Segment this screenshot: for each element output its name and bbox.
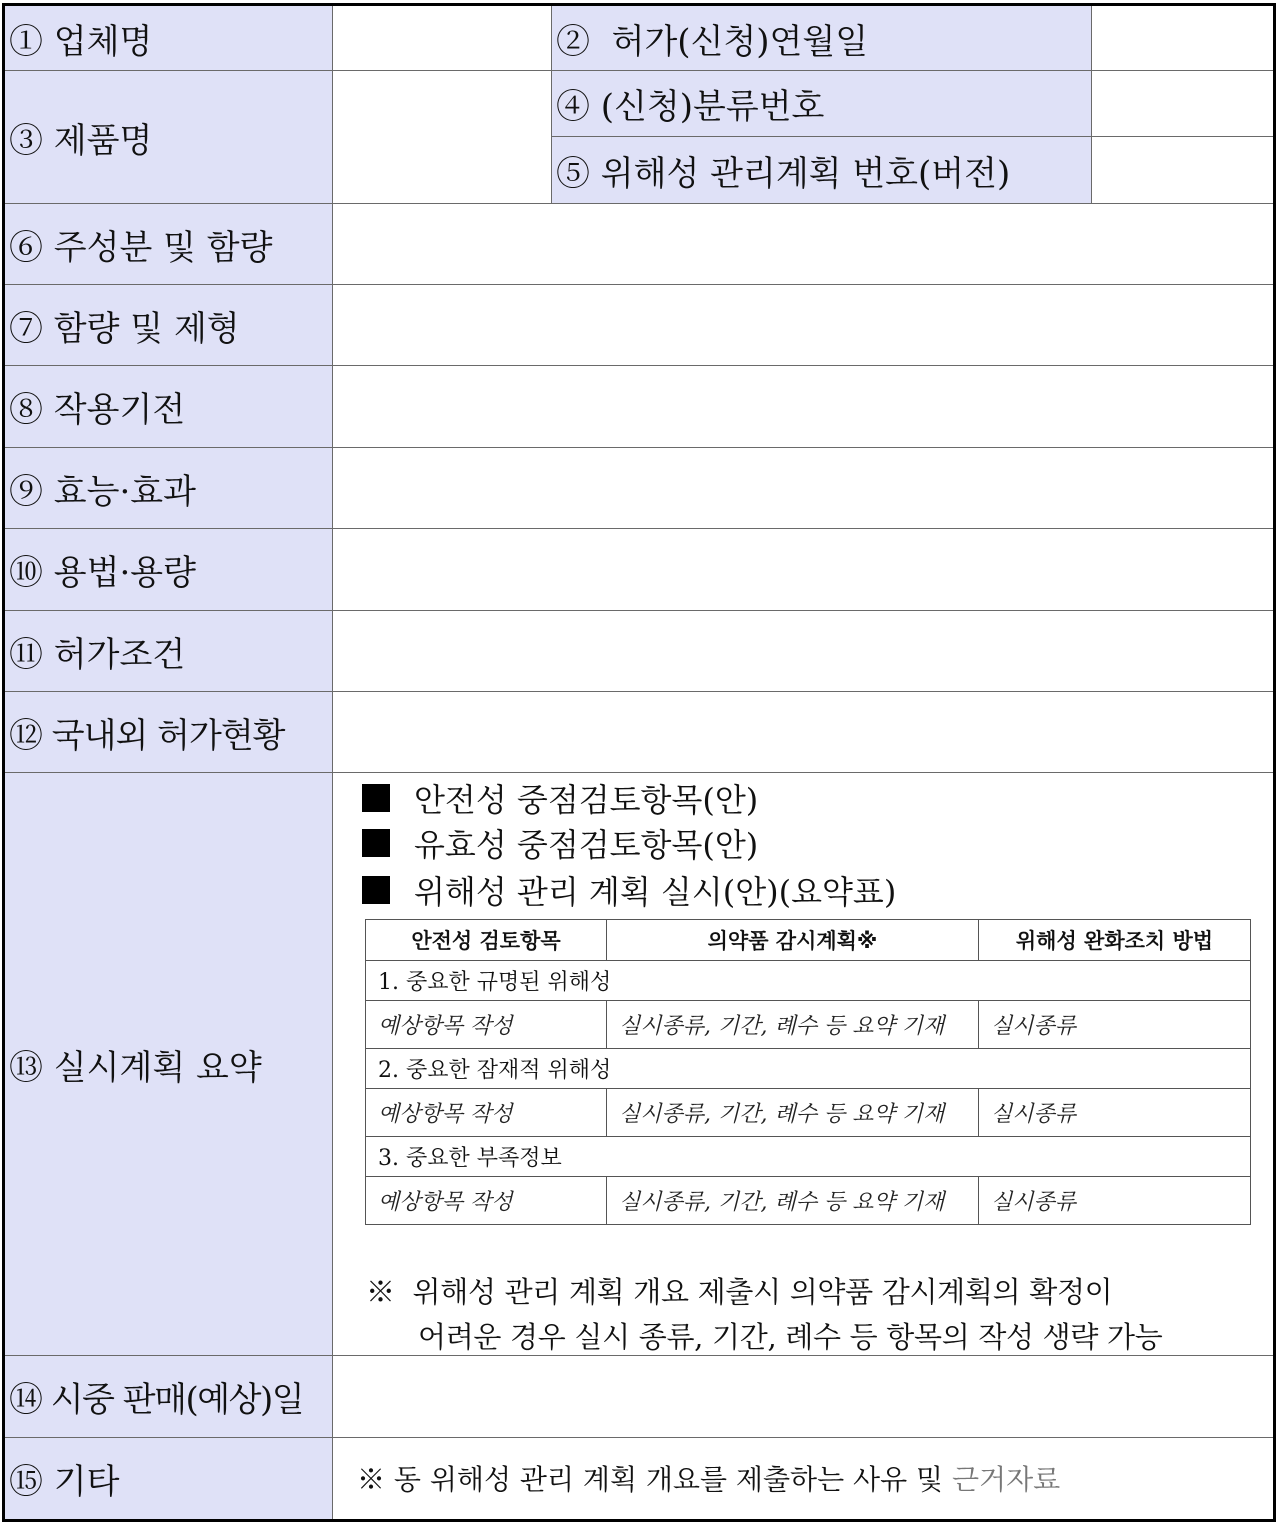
summary-table [365, 919, 1251, 1225]
table-section-row [366, 961, 1251, 1001]
square-bullet-icon [362, 876, 390, 904]
label-mechanism [5, 366, 332, 447]
summary-bullet [362, 775, 758, 821]
grid-line [5, 528, 1273, 529]
table-header-row [366, 920, 1251, 961]
summary-note-line1: ※ 위해성 관리 계획 개요 제출시 의약품 감시계획의 확정이 [366, 1275, 1113, 1309]
label-company [5, 6, 332, 70]
label-summary-text: ⑬ 실시계획 요약 [9, 1047, 262, 1088]
table-section-row [366, 1049, 1251, 1089]
other-field[interactable] [333, 1438, 1273, 1519]
label-conditions-text: ⑪ 허가조건 [9, 634, 186, 675]
label-approval-date [552, 6, 1091, 70]
table-cell[interactable]: 실시종류 [979, 1089, 1251, 1137]
grid-line [5, 284, 1273, 285]
class-no-field[interactable] [1092, 71, 1273, 136]
status-field[interactable] [333, 692, 1273, 772]
label-class-no [552, 71, 1091, 136]
other-note-main: ※ 동 위해성 관리 계획 개요를 제출하는 사유 및 [357, 1463, 952, 1496]
summary-bullet-text: 안전성 중점검토항목(안) [414, 781, 759, 819]
summary-bullet [362, 867, 896, 913]
approval-date-field[interactable] [1092, 6, 1273, 70]
column-header: 의약품 감시계획※ [607, 920, 979, 961]
grid-line [5, 1437, 1273, 1438]
label-rmp-no [552, 137, 1091, 203]
grid-line [332, 6, 333, 1519]
table-cell[interactable]: 실시종류, 기간, 례수 등 요약 기재 [607, 1001, 979, 1049]
label-rmp-no-text: ⑤ 위해성 관리계획 번호(버전) [556, 153, 1011, 194]
square-bullet-icon [362, 829, 390, 857]
label-ingredient [5, 204, 332, 284]
label-dosage-form-text: ⑦ 함량 및 제형 [9, 308, 240, 349]
label-company-text: ① 업체명 [9, 21, 153, 62]
section-title: 3. 중요한 부족정보 [366, 1137, 1251, 1177]
grid-line [5, 365, 1273, 366]
label-status [5, 692, 332, 772]
table-row [366, 1001, 1251, 1049]
dosage-field[interactable] [333, 529, 1273, 610]
table-cell[interactable]: 실시종류, 기간, 례수 등 요약 기재 [607, 1177, 979, 1225]
summary-bullet-text: 위해성 관리 계획 실시(안)(요약표) [414, 873, 897, 911]
grid-line [5, 691, 1273, 692]
table-cell[interactable]: 예상항목 작성 [366, 1001, 607, 1049]
label-efficacy-text: ⑨ 효능·효과 [9, 471, 196, 512]
grid-line [552, 136, 1273, 137]
other-note [357, 1458, 1060, 1498]
table-row [366, 1089, 1251, 1137]
grid-line [5, 772, 1273, 773]
label-conditions [5, 611, 332, 691]
grid-line [1091, 6, 1092, 203]
table-cell[interactable]: 예상항목 작성 [366, 1089, 607, 1137]
label-other [5, 1438, 332, 1519]
label-dosage-form [5, 285, 332, 365]
label-product [5, 71, 332, 203]
label-efficacy [5, 448, 332, 528]
label-dosage [5, 529, 332, 610]
label-mechanism-text: ⑧ 작용기전 [9, 390, 186, 430]
column-header: 위해성 완화조치 방법 [979, 920, 1251, 961]
label-ingredient-text: ⑥ 주성분 및 함량 [9, 227, 273, 268]
grid-line [5, 70, 1273, 71]
table-cell[interactable]: 예상항목 작성 [366, 1177, 607, 1225]
table-section-row [366, 1137, 1251, 1177]
summary-bullet-text: 유효성 중점검토항목(안) [414, 826, 759, 864]
conditions-field[interactable] [333, 611, 1273, 691]
summary-bullet [362, 820, 758, 866]
label-summary [5, 773, 332, 1355]
summary-note-line2: 어려운 경우 실시 종류, 기간, 례수 등 항목의 작성 생략 가능 [418, 1320, 1163, 1354]
grid-line [5, 447, 1273, 448]
table-row [366, 1177, 1251, 1225]
label-product-text: ③ 제품명 [9, 120, 153, 161]
label-class-no-text: ④ (신청)분류번호 [556, 87, 825, 127]
rmp-no-field[interactable] [1092, 137, 1273, 203]
dosage-form-field[interactable] [333, 285, 1273, 365]
ingredient-field[interactable] [333, 204, 1273, 284]
efficacy-field[interactable] [333, 448, 1273, 528]
product-field[interactable] [333, 71, 551, 203]
other-note-tail: 근거자료 [951, 1463, 1061, 1496]
launch-date-field[interactable] [333, 1356, 1273, 1437]
column-header: 안전성 검토항목 [366, 920, 607, 961]
table-cell[interactable]: 실시종류 [979, 1001, 1251, 1049]
label-status-text: ⑫ 국내외 허가현황 [9, 715, 285, 756]
label-other-text: ⑮ 기타 [9, 1462, 120, 1502]
square-bullet-icon [362, 784, 390, 812]
section-title: 2. 중요한 잠재적 위해성 [366, 1049, 1251, 1089]
label-approval-date-text: ② 허가(신청)연월일 [556, 21, 869, 62]
table-cell[interactable]: 실시종류, 기간, 례수 등 요약 기재 [607, 1089, 979, 1137]
section-title: 1. 중요한 규명된 위해성 [366, 961, 1251, 1001]
grid-line [5, 203, 1273, 204]
label-launch-date-text: ⑭ 시중 판매(예상)일 [9, 1380, 304, 1420]
company-field[interactable] [333, 6, 551, 70]
label-launch-date [5, 1356, 332, 1437]
mechanism-field[interactable] [333, 366, 1273, 447]
grid-line [5, 610, 1273, 611]
table-cell[interactable]: 실시종류 [979, 1177, 1251, 1225]
label-dosage-text: ⑩ 용법·용량 [9, 553, 196, 593]
grid-line [551, 6, 552, 203]
